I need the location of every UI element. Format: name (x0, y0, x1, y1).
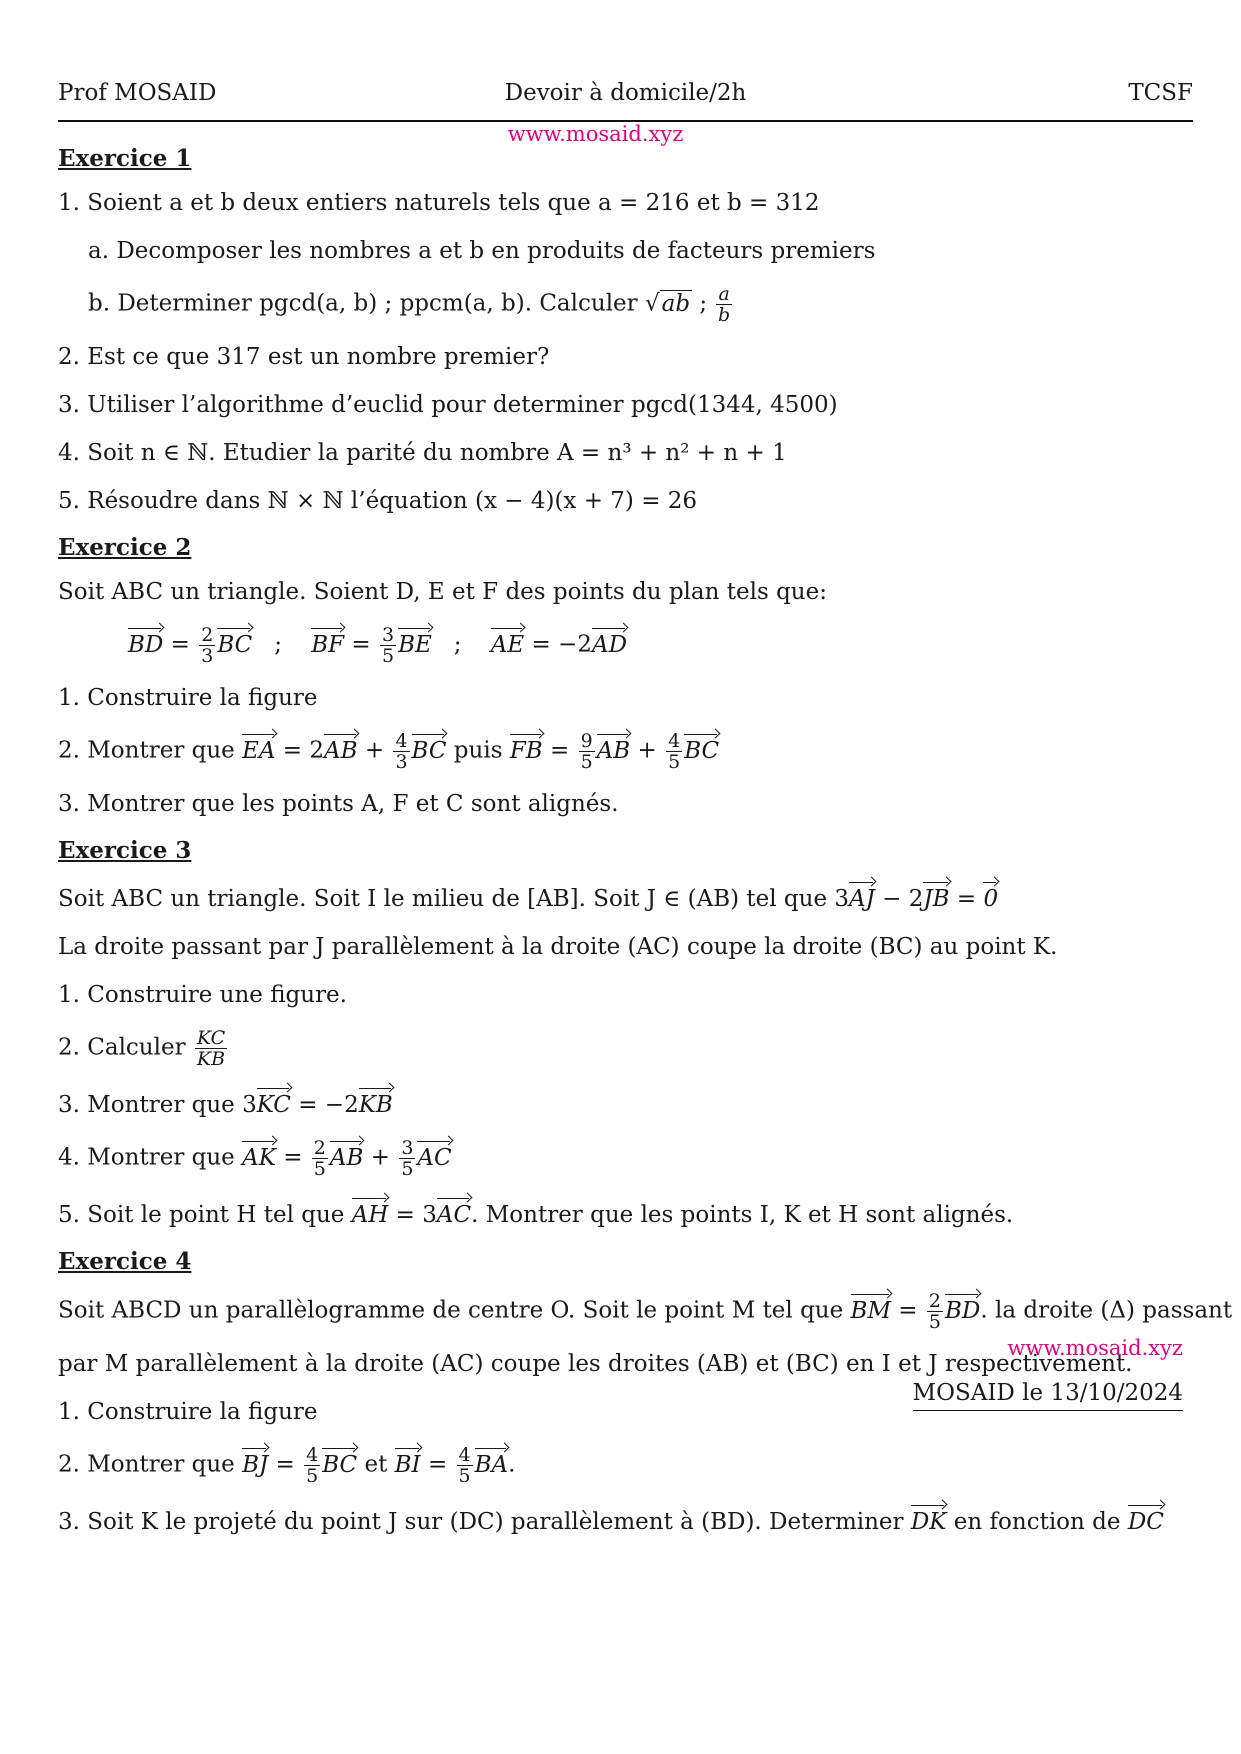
ex1-q1a: a. Decomposer les nombres a et b en produits de facteurs premiers (88, 238, 876, 264)
ex1-q1: 1. Soient a et b deux entiers naturels tels que a = 216 et b = 312 (58, 190, 820, 216)
ex4-q2-et: et (364, 1451, 388, 1478)
ex3-q5: 5. Soit le point H tel que AH = 3AC. Montrer que les points I, K et H sont alignés. (58, 1196, 1193, 1231)
website-link-bottom[interactable]: www.mosaid.xyz (1007, 1336, 1183, 1360)
ex3-q5-end: . Montrer que les points I, K et H sont alignés. (471, 1202, 1014, 1228)
ex3-q4: 4. Montrer que AK = $\frac{2}{5}$ AB + $\frac{3}{5}$ AC (58, 1137, 452, 1180)
ex4-q3-end: en fonction de (953, 1509, 1121, 1535)
ex4-intro: Soit ABCD un parallèlogramme de centre O. Soit le point M tel que BM = $\frac{2}{5}$ BD. la droite (Δ) passant (58, 1290, 1233, 1333)
exercise-2-title: Exercice 2 (58, 534, 192, 561)
ex3-q5-text: 5. Soit le point H tel que (58, 1202, 345, 1228)
signature: MOSAID le 13/10/2024 (913, 1380, 1183, 1411)
ex4-intro-text: Soit ABCD un parallèlogramme de centre O. Soit le point M tel que (58, 1297, 844, 1324)
ex1-q1b-text: b. Determiner pgcd(a, b) ; ppcm(a, b). Calculer (88, 290, 638, 317)
exercise-1-title: Exercice 1 (58, 145, 192, 172)
ex2-q2-text: 2. Montrer que (58, 737, 235, 764)
page-header (58, 80, 1193, 120)
ex3-intro: Soit ABC un triangle. Soit I le milieu de [AB]. Soit J ∈ (AB) tel que 3AJ − 2JB = 0 (58, 880, 1193, 915)
exercise-4-title: Exercice 4 (58, 1248, 192, 1275)
doc-title: Devoir à domicile/2h (504, 80, 747, 106)
ex4-q3-text: 3. Soit K le projeté du point J sur (DC) parallèlement à (BD). Determiner (58, 1509, 904, 1535)
ex1-q5: 5. Résoudre dans ℕ × ℕ l’équation (x − 4)(x + 7) = 26 (58, 488, 698, 514)
ex2-q2: 2. Montrer que EA = 2AB + $\frac{4}{3}$ BC puis FB = $\frac{9}{5}$ AB + $\frac{4}{5}$ BC (58, 730, 720, 773)
ex1-q4: 4. Soit n ∈ ℕ. Etudier la parité du nombre A = n³ + n² + n + 1 (58, 440, 787, 466)
ex4-q3: 3. Soit K le projeté du point J sur (DC) parallèlement à (BD). Determiner DK en fonction de DC (58, 1503, 1193, 1538)
ex2-vector-relations: BD = $\frac{2}{3}$ BC ; BF = $\frac{3}{5}$ BE ; AE = −2AD (128, 624, 628, 667)
ex3-line2: La droite passant par J parallèlement à la droite (AC) coupe la droite (BC) au point K. (58, 934, 1058, 960)
ex3-q2: 2. Calculer $\frac{KC}{KB}$ (58, 1027, 226, 1070)
ex4-q2: 2. Montrer que BJ = $\frac{4}{5}$ BC et BI = $\frac{4}{5}$ BA. (58, 1444, 516, 1487)
ex3-q3: 3. Montrer que 3KC = −2KB (58, 1086, 1193, 1121)
ex2-q1: 1. Construire la figure (58, 685, 318, 711)
ex4-line2: par M parallèlement à la droite (AC) coupe les droites (AB) et (BC) en I et J respectivement. (58, 1351, 1133, 1377)
ex3-q2-text: 2. Calculer (58, 1034, 186, 1061)
class-label: TCSF (1128, 80, 1193, 106)
ex3-q1: 1. Construire une figure. (58, 982, 347, 1008)
ex3-q3-text: 3. Montrer que (58, 1092, 235, 1118)
ex1-q3: 3. Utiliser l’algorithme d’euclid pour determiner pgcd(1344, 4500) (58, 392, 838, 418)
ex2-intro: Soit ABC un triangle. Soient D, E et F des points du plan tels que: (58, 579, 827, 605)
website-link-top[interactable]: www.mosaid.xyz (507, 122, 684, 146)
ex1-q2: 2. Est ce que 317 est un nombre premier? (58, 344, 550, 370)
ex4-q2-text: 2. Montrer que (58, 1451, 235, 1478)
ex1-q1b: b. Determiner pgcd(a, b) ; ppcm(a, b). Calculer √ab ; $\frac{a}{b}$ (88, 283, 731, 326)
ex3-intro-text: Soit ABC un triangle. Soit I le milieu de [AB]. Soit J ∈ (AB) tel que (58, 886, 828, 912)
author: Prof MOSAID (58, 80, 217, 106)
ex4-q1: 1. Construire la figure (58, 1399, 318, 1425)
ex3-q4-text: 4. Montrer que (58, 1144, 235, 1171)
ex4-intro-end: . la droite (Δ) passant (980, 1297, 1233, 1324)
ex2-q2-puis: puis (453, 737, 503, 764)
ex2-q3: 3. Montrer que les points A, F et C sont alignés. (58, 791, 619, 817)
exercise-3-title: Exercice 3 (58, 837, 192, 864)
